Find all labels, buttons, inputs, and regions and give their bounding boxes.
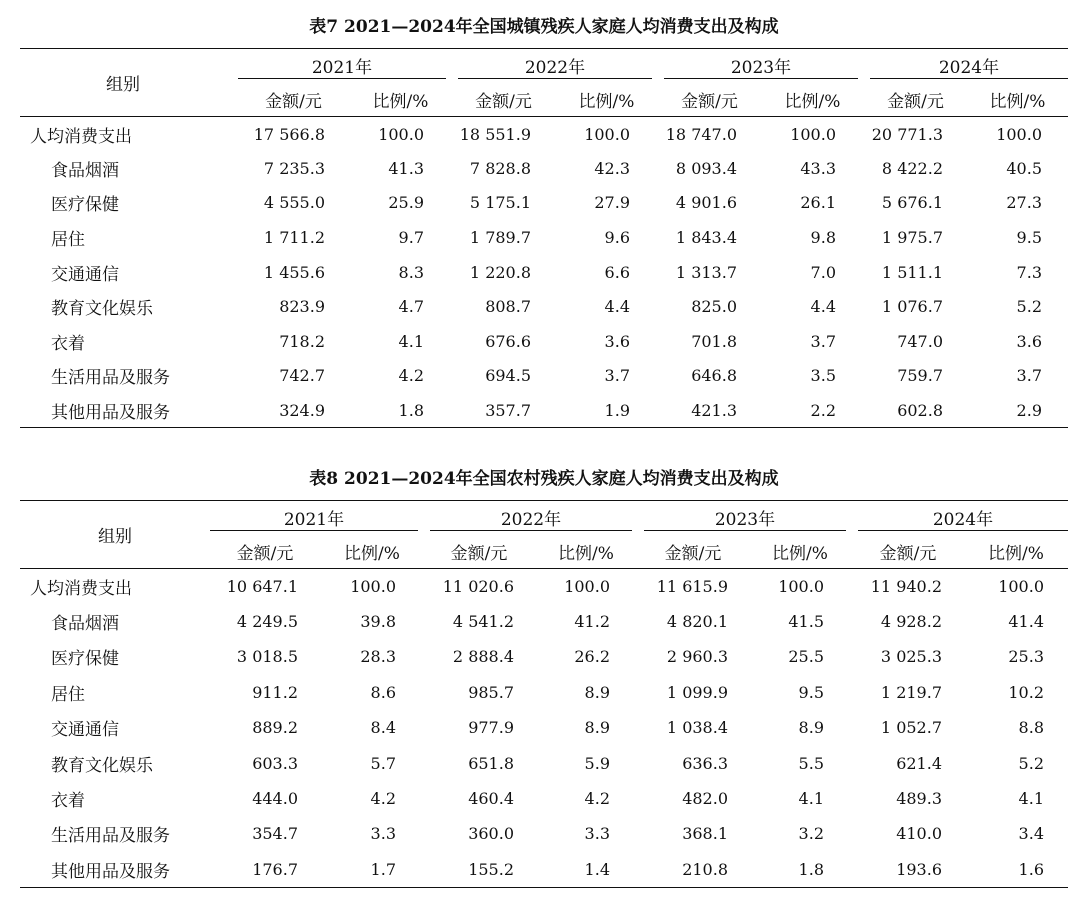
ratio-cell: 25.9 (388, 193, 424, 213)
table8-amount-header: 金额/元 (664, 543, 722, 564)
table8-caption: 表8 2021—2024年全国农村残疾人家庭人均消费支出及构成 (309, 469, 779, 489)
amount-cell: 4 928.2 (880, 612, 942, 632)
amount-cell: 4 249.5 (236, 612, 298, 632)
ratio-cell: 8.9 (584, 682, 610, 702)
ratio-cell: 4.7 (398, 297, 424, 317)
amount-cell: 5 676.1 (881, 193, 943, 213)
amount-cell: 1 038.4 (666, 718, 728, 738)
ratio-cell: 3.7 (604, 366, 630, 386)
ratio-cell: 100.0 (584, 124, 630, 144)
ratio-cell: 4.1 (1018, 789, 1044, 809)
ratio-cell: 27.3 (1006, 193, 1042, 213)
table7-ratio-header: 比例/% (372, 91, 429, 112)
table7-year-2024: 2024年 (870, 53, 1068, 79)
amount-cell: 1 975.7 (881, 228, 943, 248)
table-row (20, 359, 1068, 394)
table-row (20, 639, 1068, 674)
ratio-cell: 6.6 (604, 262, 630, 282)
amount-cell: 8 093.4 (675, 158, 737, 178)
table8-ratio-header: 比例/% (558, 543, 614, 564)
ratio-cell: 41.2 (574, 612, 610, 632)
ratio-cell: 100.0 (998, 576, 1044, 596)
row-label: 生活用品及服务 (51, 368, 170, 389)
ratio-cell: 4.1 (798, 789, 824, 809)
amount-cell: 825.0 (691, 297, 737, 317)
table-row (20, 781, 1068, 816)
table-row (20, 675, 1068, 710)
row-label: 交通通信 (51, 264, 119, 285)
amount-cell: 5 175.1 (469, 193, 531, 213)
table7-group-header: 组别 (106, 75, 140, 95)
amount-cell: 977.9 (468, 718, 514, 738)
amount-cell: 155.2 (468, 859, 514, 879)
table7-year-header-row (20, 49, 1068, 83)
amount-cell: 11 020.6 (442, 576, 514, 596)
amount-cell: 636.3 (682, 753, 728, 773)
row-label: 居住 (51, 230, 85, 251)
ratio-cell: 4.1 (398, 331, 424, 351)
table7-ratio-header: 比例/% (784, 91, 841, 112)
row-label: 其他用品及服务 (51, 402, 170, 423)
ratio-cell: 3.7 (810, 331, 836, 351)
table7-ratio-header: 比例/% (989, 91, 1046, 112)
amount-cell: 10 647.1 (226, 576, 298, 596)
amount-cell: 3 018.5 (236, 647, 298, 667)
amount-cell: 985.7 (468, 682, 514, 702)
row-label: 生活用品及服务 (51, 826, 170, 847)
table8 (20, 500, 1068, 888)
row-label: 医疗保健 (51, 195, 119, 216)
amount-cell: 646.8 (691, 366, 737, 386)
table7-amount-header: 金额/元 (681, 91, 738, 112)
ratio-cell: 9.5 (798, 682, 824, 702)
amount-cell: 410.0 (896, 824, 942, 844)
row-label: 教育文化娱乐 (51, 299, 153, 320)
ratio-cell: 3.6 (1016, 331, 1042, 351)
amount-cell: 460.4 (468, 789, 514, 809)
amount-cell: 602.8 (897, 400, 943, 420)
table8-year-2022: 2022年 (430, 505, 632, 531)
row-label: 医疗保健 (51, 649, 119, 670)
ratio-cell: 41.3 (388, 158, 424, 178)
table-row (20, 324, 1068, 359)
table-row (20, 816, 1068, 851)
ratio-cell: 8.4 (370, 718, 396, 738)
ratio-cell: 41.5 (788, 612, 824, 632)
amount-cell: 357.7 (485, 400, 531, 420)
ratio-cell: 8.3 (398, 262, 424, 282)
table7 (20, 48, 1068, 428)
ratio-cell: 9.8 (810, 228, 836, 248)
table-row (20, 569, 1068, 604)
amount-cell: 360.0 (468, 824, 514, 844)
ratio-cell: 4.2 (584, 789, 610, 809)
ratio-cell: 1.6 (1018, 859, 1044, 879)
amount-cell: 621.4 (896, 753, 942, 773)
amount-cell: 1 455.6 (263, 262, 325, 282)
row-label: 食品烟酒 (51, 160, 119, 181)
amount-cell: 7 235.3 (263, 158, 325, 178)
row-label: 交通通信 (51, 720, 119, 741)
row-label: 人均消费支出 (30, 126, 132, 147)
ratio-cell: 3.6 (604, 331, 630, 351)
ratio-cell: 9.5 (1016, 228, 1042, 248)
amount-cell: 444.0 (252, 789, 298, 809)
amount-cell: 354.7 (252, 824, 298, 844)
table7-year-2021: 2021年 (238, 53, 446, 79)
table-row (20, 852, 1068, 887)
ratio-cell: 2.2 (810, 400, 836, 420)
ratio-cell: 8.9 (584, 718, 610, 738)
amount-cell: 17 566.8 (253, 124, 325, 144)
ratio-cell: 26.1 (800, 193, 836, 213)
ratio-cell: 10.2 (1008, 682, 1044, 702)
amount-cell: 176.7 (252, 859, 298, 879)
ratio-cell: 5.2 (1016, 297, 1042, 317)
ratio-cell: 4.2 (370, 789, 396, 809)
ratio-cell: 9.6 (604, 228, 630, 248)
amount-cell: 603.3 (252, 753, 298, 773)
amount-cell: 4 555.0 (263, 193, 325, 213)
ratio-cell: 43.3 (800, 158, 836, 178)
amount-cell: 747.0 (897, 331, 943, 351)
ratio-cell: 5.5 (798, 753, 824, 773)
ratio-cell: 100.0 (790, 124, 836, 144)
amount-cell: 701.8 (691, 331, 737, 351)
amount-cell: 1 219.7 (880, 682, 942, 702)
ratio-cell: 28.3 (360, 647, 396, 667)
amount-cell: 676.6 (485, 331, 531, 351)
table8-year-2021: 2021年 (210, 505, 418, 531)
ratio-cell: 100.0 (996, 124, 1042, 144)
ratio-cell: 3.4 (1018, 824, 1044, 844)
ratio-cell: 8.9 (798, 718, 824, 738)
ratio-cell: 7.0 (810, 262, 836, 282)
amount-cell: 1 313.7 (675, 262, 737, 282)
amount-cell: 1 220.8 (469, 262, 531, 282)
amount-cell: 482.0 (682, 789, 728, 809)
table7-amount-header: 金额/元 (887, 91, 944, 112)
table-row (20, 393, 1068, 428)
amount-cell: 2 888.4 (452, 647, 514, 667)
amount-cell: 1 789.7 (469, 228, 531, 248)
table8-ratio-header: 比例/% (344, 543, 400, 564)
amount-cell: 18 747.0 (665, 124, 737, 144)
table8-group-header: 组别 (98, 527, 132, 547)
ratio-cell: 3.3 (370, 824, 396, 844)
amount-cell: 210.8 (682, 859, 728, 879)
table7-caption: 表7 2021—2024年全国城镇残疾人家庭人均消费支出及构成 (309, 17, 779, 37)
ratio-cell: 1.7 (370, 859, 396, 879)
table8-year-header-row (20, 501, 1068, 535)
amount-cell: 1 099.9 (666, 682, 728, 702)
amount-cell: 4 901.6 (675, 193, 737, 213)
ratio-cell: 39.8 (360, 612, 396, 632)
amount-cell: 324.9 (279, 400, 325, 420)
ratio-cell: 5.9 (584, 753, 610, 773)
amount-cell: 3 025.3 (880, 647, 942, 667)
ratio-cell: 1.8 (798, 859, 824, 879)
amount-cell: 823.9 (279, 297, 325, 317)
ratio-cell: 100.0 (778, 576, 824, 596)
ratio-cell: 100.0 (378, 124, 424, 144)
ratio-cell: 25.5 (788, 647, 824, 667)
amount-cell: 718.2 (279, 331, 325, 351)
ratio-cell: 9.7 (398, 228, 424, 248)
amount-cell: 18 551.9 (459, 124, 531, 144)
row-label: 其他用品及服务 (51, 861, 170, 882)
ratio-cell: 42.3 (594, 158, 630, 178)
row-label: 居住 (51, 684, 85, 705)
amount-cell: 193.6 (896, 859, 942, 879)
ratio-cell: 1.9 (604, 400, 630, 420)
ratio-cell: 100.0 (564, 576, 610, 596)
ratio-cell: 1.8 (398, 400, 424, 420)
table-row (20, 710, 1068, 745)
table7-body (20, 117, 1068, 428)
amount-cell: 742.7 (279, 366, 325, 386)
table-row (20, 186, 1068, 221)
row-label: 教育文化娱乐 (51, 755, 153, 776)
ratio-cell: 3.7 (1016, 366, 1042, 386)
table8-block (20, 452, 1068, 908)
ratio-cell: 4.4 (810, 297, 836, 317)
ratio-cell: 1.4 (584, 859, 610, 879)
table7-year-2022: 2022年 (458, 53, 652, 79)
amount-cell: 489.3 (896, 789, 942, 809)
ratio-cell: 3.5 (810, 366, 836, 386)
amount-cell: 1 711.2 (263, 228, 325, 248)
ratio-cell: 8.8 (1018, 718, 1044, 738)
amount-cell: 2 960.3 (666, 647, 728, 667)
table7-amount-header: 金额/元 (475, 91, 532, 112)
amount-cell: 7 828.8 (469, 158, 531, 178)
ratio-cell: 26.2 (574, 647, 610, 667)
ratio-cell: 2.9 (1016, 400, 1042, 420)
table8-amount-header: 金额/元 (450, 543, 508, 564)
amount-cell: 889.2 (252, 718, 298, 738)
amount-cell: 11 615.9 (656, 576, 728, 596)
table8-ratio-header: 比例/% (772, 543, 828, 564)
amount-cell: 8 422.2 (881, 158, 943, 178)
amount-cell: 1 052.7 (880, 718, 942, 738)
ratio-cell: 8.6 (370, 682, 396, 702)
table7-ratio-header: 比例/% (578, 91, 635, 112)
row-label: 衣着 (51, 333, 85, 354)
amount-cell: 759.7 (897, 366, 943, 386)
ratio-cell: 3.2 (798, 824, 824, 844)
amount-cell: 694.5 (485, 366, 531, 386)
ratio-cell: 4.2 (398, 366, 424, 386)
table-row (20, 745, 1068, 780)
table-row (20, 604, 1068, 639)
table8-body (20, 569, 1068, 888)
table-row (20, 151, 1068, 186)
amount-cell: 1 843.4 (675, 228, 737, 248)
ratio-cell: 100.0 (350, 576, 396, 596)
amount-cell: 651.8 (468, 753, 514, 773)
amount-cell: 368.1 (682, 824, 728, 844)
ratio-cell: 3.3 (584, 824, 610, 844)
amount-cell: 11 940.2 (870, 576, 942, 596)
amount-cell: 911.2 (252, 682, 298, 702)
table7-year-2023: 2023年 (664, 53, 858, 79)
table7-block (20, 0, 1068, 440)
table8-year-2023: 2023年 (644, 505, 846, 531)
ratio-cell: 4.4 (604, 297, 630, 317)
row-label: 人均消费支出 (30, 578, 132, 599)
table8-amount-header: 金额/元 (879, 543, 937, 564)
table8-amount-header: 金额/元 (236, 543, 294, 564)
amount-cell: 808.7 (485, 297, 531, 317)
table-row (20, 117, 1068, 152)
amount-cell: 421.3 (691, 400, 737, 420)
row-label: 食品烟酒 (51, 614, 119, 635)
table7-amount-header: 金额/元 (265, 91, 322, 112)
amount-cell: 4 820.1 (666, 612, 728, 632)
amount-cell: 1 511.1 (881, 262, 943, 282)
table8-year-2024: 2024年 (858, 505, 1068, 531)
amount-cell: 4 541.2 (452, 612, 514, 632)
table-row (20, 220, 1068, 255)
ratio-cell: 27.9 (594, 193, 630, 213)
amount-cell: 1 076.7 (881, 297, 943, 317)
table8-ratio-header: 比例/% (988, 543, 1044, 564)
row-label: 衣着 (51, 791, 85, 812)
table-row (20, 255, 1068, 290)
ratio-cell: 25.3 (1008, 647, 1044, 667)
ratio-cell: 7.3 (1016, 262, 1042, 282)
ratio-cell: 5.7 (370, 753, 396, 773)
ratio-cell: 41.4 (1008, 612, 1044, 632)
ratio-cell: 40.5 (1006, 158, 1042, 178)
amount-cell: 20 771.3 (871, 124, 943, 144)
ratio-cell: 5.2 (1018, 753, 1044, 773)
table-row (20, 289, 1068, 324)
